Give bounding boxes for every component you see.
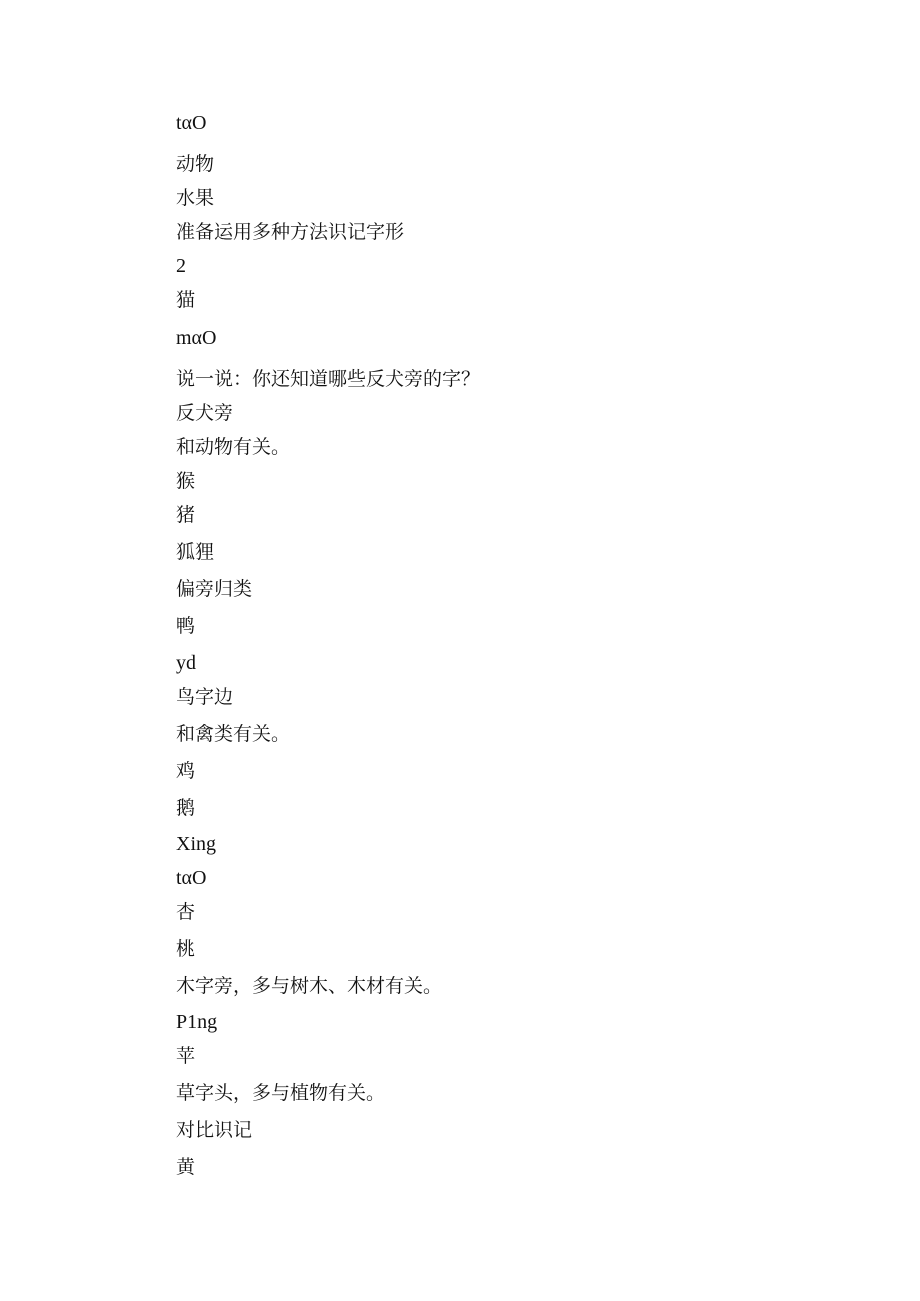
text-line: mαO [176,327,217,349]
text-line: 和动物有关。 [176,436,291,458]
text-line: 猪 [176,504,196,526]
text-line: 桃 [176,938,196,960]
text-line: 鹅 [176,797,196,819]
text-line: 准备运用多种方法识记字形 [176,221,405,243]
text-line: P1ng [176,1011,218,1033]
text-line: Xing [176,833,216,855]
text-line: 鸡 [176,760,196,782]
text-line: 黄 [176,1156,196,1178]
text-line: 对比识记 [176,1119,253,1141]
text-line: 偏旁归类 [176,578,253,600]
text-line: 狐狸 [176,541,215,563]
text-line: 说一说：你还知道哪些反犬旁的字？ [176,368,481,390]
text-line: 杏 [176,901,196,923]
text-line: 草字头，多与植物有关。 [176,1082,386,1104]
text-line: 苹 [176,1045,196,1067]
text-line: tαO [176,112,207,134]
text-line: tαO [176,867,207,889]
text-line: 动物 [176,153,215,175]
text-line: 猴 [176,470,196,492]
text-line: 和禽类有关。 [176,723,291,745]
text-line: 反犬旁 [176,402,234,424]
text-line: 鸭 [176,615,196,637]
text-line: 木字旁，多与树木、木材有关。 [176,975,443,997]
text-line: 鸟字边 [176,686,234,708]
text-line: 猫 [176,289,196,311]
text-line: yd [176,652,196,674]
text-line: 水果 [176,187,215,209]
text-line: 2 [176,255,186,277]
